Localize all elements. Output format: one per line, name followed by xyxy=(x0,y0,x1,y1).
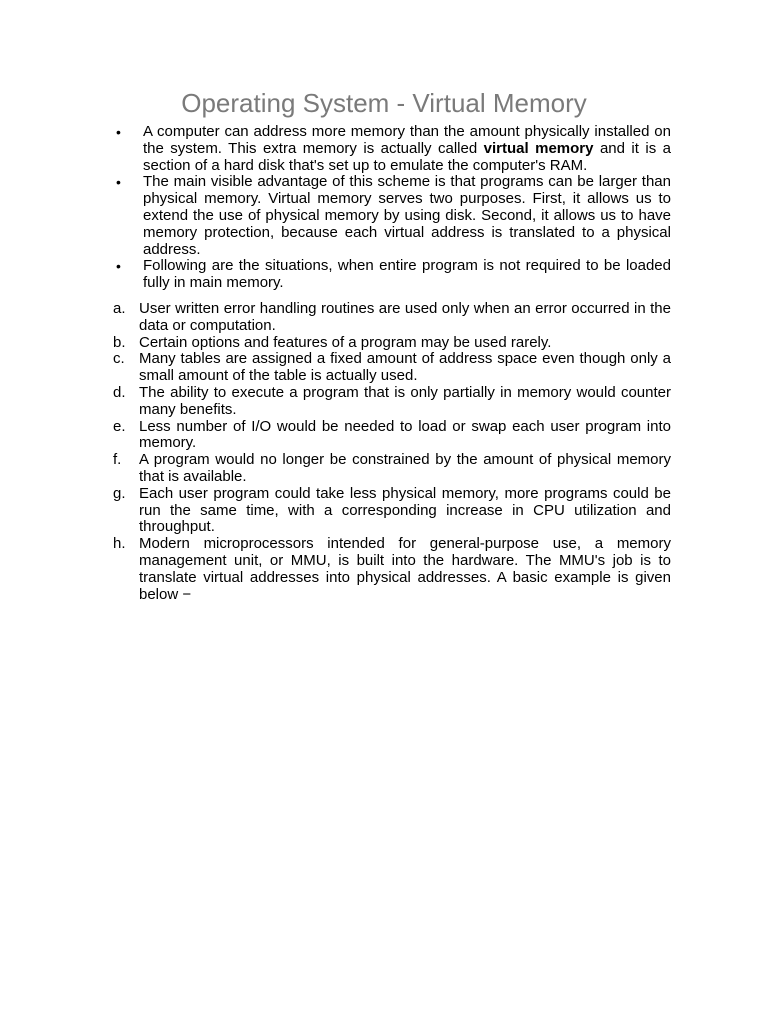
list-marker: c. xyxy=(113,350,125,368)
bullet-text-continued: and it is a section of a hard disk that's set up to emulate the computer's RAM. xyxy=(143,139,672,174)
bullet-icon: • xyxy=(116,174,121,191)
lettered-list xyxy=(113,301,671,603)
bullet-item xyxy=(113,258,671,292)
list-marker: b. xyxy=(113,333,126,351)
list-item-text: A program would no longer be constrained by the amount of physical memory that is available. xyxy=(139,451,671,485)
bullet-item xyxy=(113,124,671,174)
list-item xyxy=(113,351,671,385)
list-item-text: User written error handling routines are used only when an error occurred in the data or computation. xyxy=(139,300,671,334)
bold-term: virtual memory xyxy=(483,139,594,157)
list-item xyxy=(113,419,671,453)
bullet-text: A computer can address more memory than the amount physically installed on the system. This extra memory is actually called xyxy=(143,123,671,157)
bullet-item xyxy=(113,174,671,258)
bullet-icon: • xyxy=(116,124,121,140)
list-marker: f. xyxy=(113,451,122,469)
list-item-text: Each user program could take less physical memory, more programs could be run the same time, with a corresponding increase in CPU utilization and throughput. xyxy=(139,484,671,536)
list-item xyxy=(113,536,671,603)
list-marker: a. xyxy=(113,300,126,317)
list-item-text: Modern microprocessors intended for general-purpose use, a memory management unit, or MMU, is built into the hardware. The MMU's job is to translate virtual addresses into physical addresses. A basic example is given below − xyxy=(139,535,671,603)
list-marker: g. xyxy=(113,484,126,502)
page-title: Operating System - Virtual Memory xyxy=(181,88,587,118)
list-item-text: Certain options and features of a program may be used rarely. xyxy=(139,333,552,351)
list-marker: e. xyxy=(113,417,126,435)
list-marker: h. xyxy=(113,535,126,553)
list-item xyxy=(113,452,671,486)
list-item xyxy=(113,301,671,335)
list-item xyxy=(113,335,671,352)
list-item xyxy=(113,486,671,536)
list-marker: d. xyxy=(113,383,126,401)
bullet-text: The main visible advantage of this scheme is that programs can be larger than physical memory. Virtual memory serves two purposes. First, it allows us to extend the use of physical memory by using disk. Second, it allows us to have memory protection, because each virtual address is translated to a physical address. xyxy=(143,173,671,258)
bullet-list xyxy=(113,124,671,292)
list-item xyxy=(113,385,671,419)
bullet-icon: • xyxy=(116,258,121,275)
list-item-text: Many tables are assigned a fixed amount of address space even though only a small amount of the table is actually used. xyxy=(139,350,671,385)
list-item-text: The ability to execute a program that is only partially in memory would counter many benefits. xyxy=(139,383,671,418)
list-item-text: Less number of I/O would be needed to load or swap each user program into memory. xyxy=(139,417,671,452)
bullet-text: Following are the situations, when entire program is not required to be loaded fully in main memory. xyxy=(143,257,671,292)
